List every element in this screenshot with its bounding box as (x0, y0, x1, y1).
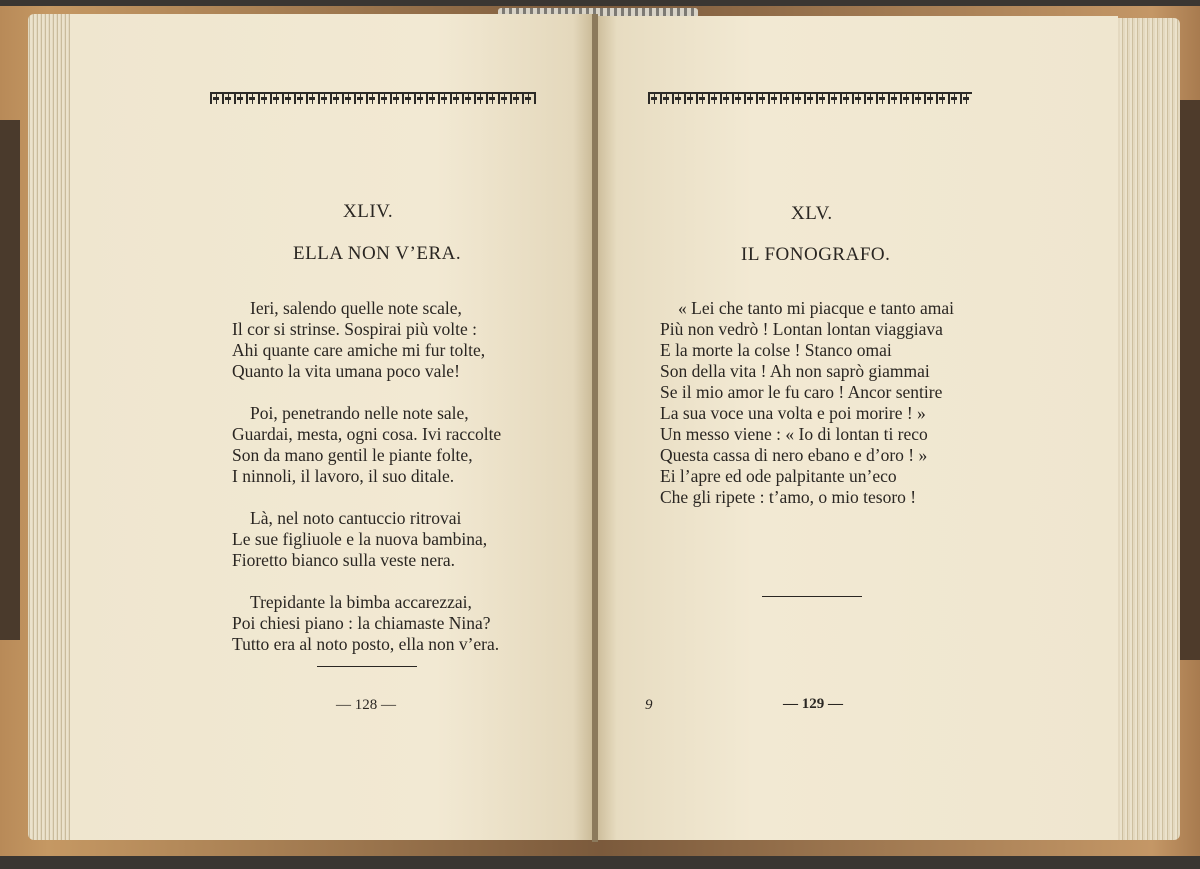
verse-line: Tutto era al noto posto, ella non v’era. (232, 634, 500, 654)
left-poem-body (232, 298, 501, 676)
right-poem-body (660, 298, 954, 508)
verse-line: « Lei che tanto mi piacque e tanto amai (678, 298, 955, 318)
right-ornament-band (648, 92, 972, 104)
verse-line: Trepidante la bimba accarezzai, (250, 592, 472, 612)
cover-board-right (1178, 100, 1200, 660)
verse-line: I ninnoli, il lavoro, il suo ditale. (232, 466, 455, 486)
gutter (592, 14, 598, 842)
stanza (232, 592, 501, 655)
cover-board-left (0, 120, 20, 640)
left-closing-rule (317, 666, 417, 667)
page-edges-right (1110, 18, 1180, 840)
verse-line: Guardai, mesta, ogni cosa. Ivi raccolte (232, 424, 502, 444)
stanza (232, 298, 501, 382)
right-closing-rule (762, 596, 862, 597)
stanza (232, 508, 501, 571)
left-ornament-band (210, 92, 536, 104)
verse-line: Ieri, salendo quelle note scale, (250, 298, 462, 318)
left-page-number: — 128 — (336, 697, 396, 713)
verse-line: Il cor si strinse. Sospirai più volte : (232, 319, 477, 339)
verse-line: Ahi quante care amiche mi fur tolte, (232, 340, 486, 360)
verse-line: E la morte la colse ! Stanco omai (660, 340, 892, 360)
right-poem-numeral: XLV. (791, 203, 833, 224)
right-poem-title: IL FONOGRAFO. (741, 244, 891, 265)
left-poem-numeral: XLIV. (343, 201, 394, 222)
verse-line: Questa cassa di nero ebano e d’oro ! » (660, 445, 928, 465)
verse-line: Un messo viene : « Io di lontan ti reco (660, 424, 928, 444)
verse-line: Se il mio amor le fu caro ! Ancor sentire (660, 382, 943, 402)
verse-line: Poi chiesi piano : la chiamaste Nina? (232, 613, 491, 633)
right-page-number: — 129 — (783, 696, 843, 712)
verse-line: Che gli ripete : t’amo, o mio tesoro ! (660, 487, 917, 507)
verse-line: Ei l’apre ed ode palpitante un’eco (660, 466, 897, 486)
verse-line: Poi, penetrando nelle note sale, (250, 403, 469, 423)
verse-line: Più non vedrò ! Lontan lontan viaggiava (660, 319, 943, 339)
verse-line: Fioretto bianco sulla veste nera. (232, 550, 456, 570)
verse-line: Là, nel noto cantuccio ritrovai (250, 508, 462, 528)
left-poem-title: ELLA NON V’ERA. (293, 243, 462, 264)
verse-line: Quanto la vita umana poco vale! (232, 361, 460, 381)
verse-line: Son della vita ! Ah non saprò giammai (660, 361, 930, 381)
verse-line: Son da mano gentil le piante folte, (232, 445, 473, 465)
verse-line: La sua voce una volta e poi morire ! » (660, 403, 926, 423)
stanza (232, 403, 501, 487)
verse-line: Le sue figliuole e la nuova bambina, (232, 529, 488, 549)
signature-mark: 9 (645, 697, 653, 713)
